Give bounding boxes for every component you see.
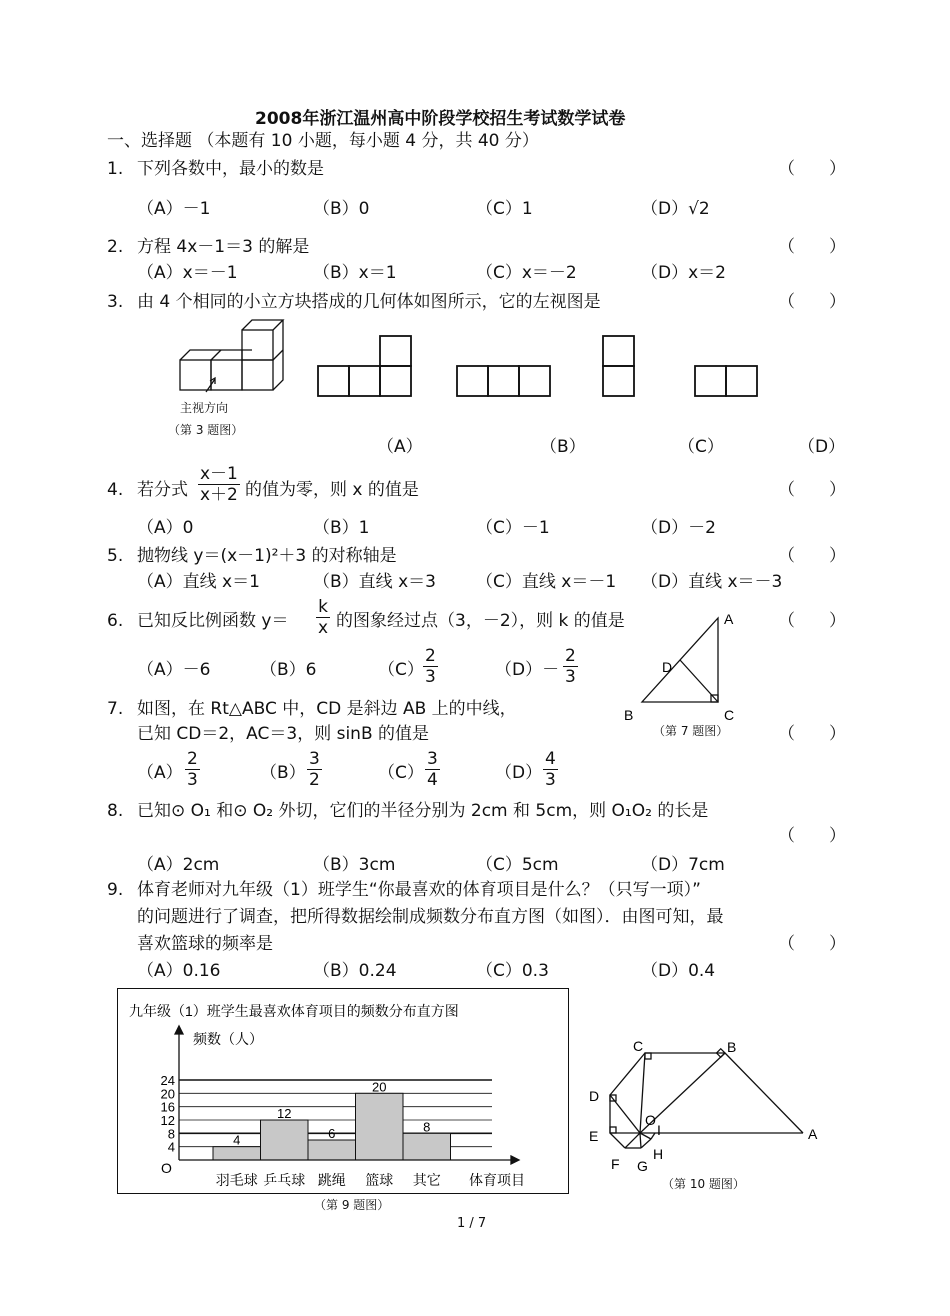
q4-option-d: （D）－2 (641, 518, 716, 538)
q8-text: 已知⊙ O₁ 和⊙ O₂ 外切，它们的半径分别为 2cm 和 5cm，则 O₁O₂ 的长是 (137, 801, 709, 821)
q1-option-d: （D）√2 (641, 199, 710, 219)
q6-fraction-numerator: k (316, 597, 330, 618)
q2-text: 方程 4x－1＝3 的解是 (137, 237, 310, 257)
q10-label-g: G (637, 1158, 648, 1174)
q2-answer-paren: （ ） (778, 237, 846, 257)
q2-option-a: （A）x＝－1 (137, 263, 238, 283)
q3-option-d-shape (695, 366, 757, 396)
q1-option-b: （B）0 (313, 199, 370, 219)
q3-option-d: （D） (798, 437, 846, 457)
q7-option-a-denominator: 3 (187, 770, 198, 790)
q1-answer-paren: （ ） (778, 159, 846, 179)
q10-label-f: F (611, 1156, 620, 1172)
q7-answer-paren: （ ） (778, 724, 846, 744)
y-tick-label: 16 (160, 1099, 175, 1115)
q7-option-d: （D） (495, 763, 543, 783)
q7-option-d-fraction (543, 749, 558, 790)
q6-option-c-denominator: 3 (425, 667, 436, 687)
category-label: 乒乓球 (263, 1172, 306, 1188)
q8-option-c: （C）5cm (476, 855, 559, 875)
q7-text-line1: 如图，在 Rt△ABC 中，CD 是斜边 AB 上的中线， (137, 699, 517, 719)
q5-option-d: （D）直线 x＝－3 (641, 572, 783, 592)
chart-title: 九年级（1）班学生最喜欢体育项目的频数分布直方图 (129, 1003, 459, 1019)
q7-option-c-fraction (425, 749, 440, 790)
bar (261, 1120, 309, 1160)
q7-number: 7. (107, 699, 124, 719)
bar-value-label: 8 (423, 1119, 431, 1135)
q4-number: 4. (107, 480, 124, 500)
q2-option-b: （B）x＝1 (313, 263, 397, 283)
y-axis-arrow-icon (175, 1026, 183, 1034)
bar (356, 1093, 404, 1160)
q3-text: 由 4 个相同的小立方块搭成的几何体如图所示，它的左视图是 (137, 292, 601, 312)
q6-option-c: （C） (378, 660, 424, 680)
q9-option-b: （B）0.24 (313, 961, 397, 981)
q6-fraction-denominator: x (318, 618, 329, 638)
q7-option-a-numerator: 2 (187, 749, 198, 769)
q9-option-a: （A）0.16 (137, 961, 221, 981)
category-label: 羽毛球 (215, 1172, 258, 1188)
q1-number: 1. (107, 159, 124, 179)
q3-option-c-shape (603, 336, 634, 396)
q4-fraction-numerator: x－1 (200, 464, 238, 484)
q3-option-b-shape (457, 366, 550, 396)
bar-value-label: 4 (233, 1132, 241, 1148)
q6-text-after: 的图象经过点（3，－2），则 k 的值是 (336, 611, 625, 631)
y-tick-label: 20 (160, 1086, 175, 1102)
q3-figures (160, 312, 860, 442)
q7-option-b: （B） (260, 763, 306, 783)
q3-figure-label: 主视方向 (180, 401, 229, 415)
q9-text-line2: 的问题进行了调查，把所得数据绘制成频数分布直方图（如图）．由图可知，最 (137, 907, 724, 927)
q3-option-b: （B） (540, 437, 586, 457)
bar-value-label: 6 (328, 1126, 336, 1141)
q7-option-c: （C） (378, 763, 424, 783)
q7-option-a: （A） (137, 763, 183, 783)
q10-figure-caption: （第 10 题图） (662, 1177, 745, 1191)
q7-figure (620, 610, 750, 725)
q6-text-before: 已知反比例函数 y＝ (137, 611, 289, 631)
y-tick-label: 12 (160, 1113, 175, 1128)
q8-option-b: （B）3cm (313, 855, 396, 875)
q4-text-before: 若分式 (137, 480, 188, 500)
q3-option-a: （A） (377, 437, 423, 457)
q7-text-line2: 已知 CD＝2，AC＝3，则 sinB 的值是 (137, 724, 430, 744)
q7-figure-caption: （第 7 题图） (653, 724, 729, 738)
q5-option-c: （C）直线 x＝－1 (476, 572, 617, 592)
q1-text: 下列各数中，最小的数是 (137, 159, 324, 179)
y-tick-label: 8 (167, 1126, 175, 1142)
q6-option-d-fraction (563, 646, 578, 687)
q7-option-b-fraction (307, 749, 322, 790)
q9-option-c: （C）0.3 (476, 961, 549, 981)
q2-option-c: （C）x＝－2 (476, 263, 577, 283)
q10-label-a: A (808, 1126, 818, 1142)
chart-y-axis-label: 频数（人） (193, 1031, 263, 1047)
chart-caption: （第 9 题图） (314, 1198, 390, 1212)
q10-label-b: B (727, 1039, 737, 1055)
q9-option-d: （D）0.4 (641, 961, 716, 981)
chart-origin-label: O (161, 1160, 172, 1176)
q7-option-c-denominator: 4 (427, 770, 438, 790)
y-tick-label: 24 (160, 1073, 175, 1088)
q6-option-a: （A）－6 (137, 660, 211, 680)
q3-option-c: （C） (678, 437, 724, 457)
q5-text: 抛物线 y＝(x－1)²＋3 的对称轴是 (137, 546, 397, 566)
q10-label-e: E (589, 1128, 599, 1144)
q7-label-d: D (662, 659, 673, 675)
q10-label-d: D (589, 1088, 600, 1104)
q7-option-b-numerator: 3 (309, 749, 320, 769)
q6-number: 6. (107, 611, 124, 631)
bar (213, 1147, 261, 1160)
chart-x-axis-label: 体育项目 (469, 1172, 525, 1188)
q5-option-b: （B）直线 x＝3 (313, 572, 436, 592)
q9-text-line1: 体育老师对九年级（1）班学生“你最喜欢的体育项目是什么？（只写一项）” (137, 880, 701, 900)
bar-value-label: 20 (372, 1079, 387, 1095)
q7-label-c: C (724, 707, 735, 723)
q6-fraction (316, 597, 330, 638)
q4-option-b: （B）1 (313, 518, 370, 538)
q10-label-h: H (653, 1146, 664, 1162)
q3-cube-solid (180, 320, 283, 392)
q4-fraction-denominator: x＋2 (200, 485, 238, 505)
q5-answer-paren: （ ） (778, 546, 846, 566)
q10-label-c: C (633, 1038, 644, 1054)
q8-option-d: （D）7cm (641, 855, 725, 875)
q1-option-c: （C）1 (476, 199, 533, 219)
q2-option-d: （D）x＝2 (641, 263, 726, 283)
q9-text-line3: 喜欢篮球的频率是 (137, 934, 273, 954)
q1-option-a: （A）－1 (137, 199, 211, 219)
section-heading: 一、选择题 （本题有 10 小题，每小题 4 分，共 40 分） (107, 131, 539, 151)
q6-option-d-denominator: 3 (565, 667, 576, 687)
q6-option-b: （B）6 (260, 660, 317, 680)
q6-option-d-numerator: 2 (565, 646, 576, 666)
bar-value-label: 12 (277, 1106, 292, 1121)
q7-label-b: B (624, 707, 634, 723)
q9-answer-paren: （ ） (778, 934, 846, 954)
y-tick-label: 4 (167, 1139, 175, 1155)
q8-number: 8. (107, 801, 124, 821)
q7-option-b-denominator: 2 (309, 770, 320, 790)
category-label: 其它 (412, 1172, 441, 1188)
category-label: 篮球 (365, 1172, 394, 1188)
q3-number: 3. (107, 292, 124, 312)
q2-number: 2. (107, 237, 124, 257)
q3-answer-paren: （ ） (778, 292, 846, 312)
q7-option-a-fraction (185, 749, 200, 790)
q10-figure (585, 1035, 825, 1180)
category-label: 跳绳 (317, 1172, 346, 1188)
q7-option-d-numerator: 4 (545, 749, 556, 769)
page-title: 2008年浙江温州高中阶段学校招生考试数学试卷 (255, 109, 626, 129)
q8-option-a: （A）2cm (137, 855, 220, 875)
q3-option-a-shape (318, 336, 411, 396)
q4-option-c: （C）－1 (476, 518, 550, 538)
q3-figure-caption: （第 3 题图） (168, 423, 244, 437)
bar (403, 1133, 451, 1160)
q9-number: 9. (107, 880, 124, 900)
q10-label-i: I (657, 1122, 661, 1138)
q6-answer-paren: （ ） (778, 611, 846, 631)
q4-answer-paren: （ ） (778, 480, 846, 500)
q8-answer-paren: （ ） (778, 826, 846, 846)
q10-label-o: O (645, 1112, 656, 1128)
q4-text-after: 的值为零，则 x 的值是 (245, 480, 419, 500)
page-number: 1 / 7 (457, 1216, 487, 1231)
x-axis-arrow-icon (511, 1156, 519, 1164)
q6-option-c-numerator: 2 (425, 646, 436, 666)
q5-option-a: （A）直线 x＝1 (137, 572, 260, 592)
q4-option-a: （A）0 (137, 518, 194, 538)
q5-number: 5. (107, 546, 124, 566)
q4-fraction (198, 464, 240, 505)
q7-label-a: A (724, 611, 734, 627)
q7-option-d-denominator: 3 (545, 770, 556, 790)
histogram-chart (117, 988, 569, 1194)
q7-option-c-numerator: 3 (427, 749, 438, 769)
q6-option-c-fraction (423, 646, 438, 687)
bar (308, 1140, 356, 1160)
q6-option-d: （D）－ (495, 660, 560, 680)
